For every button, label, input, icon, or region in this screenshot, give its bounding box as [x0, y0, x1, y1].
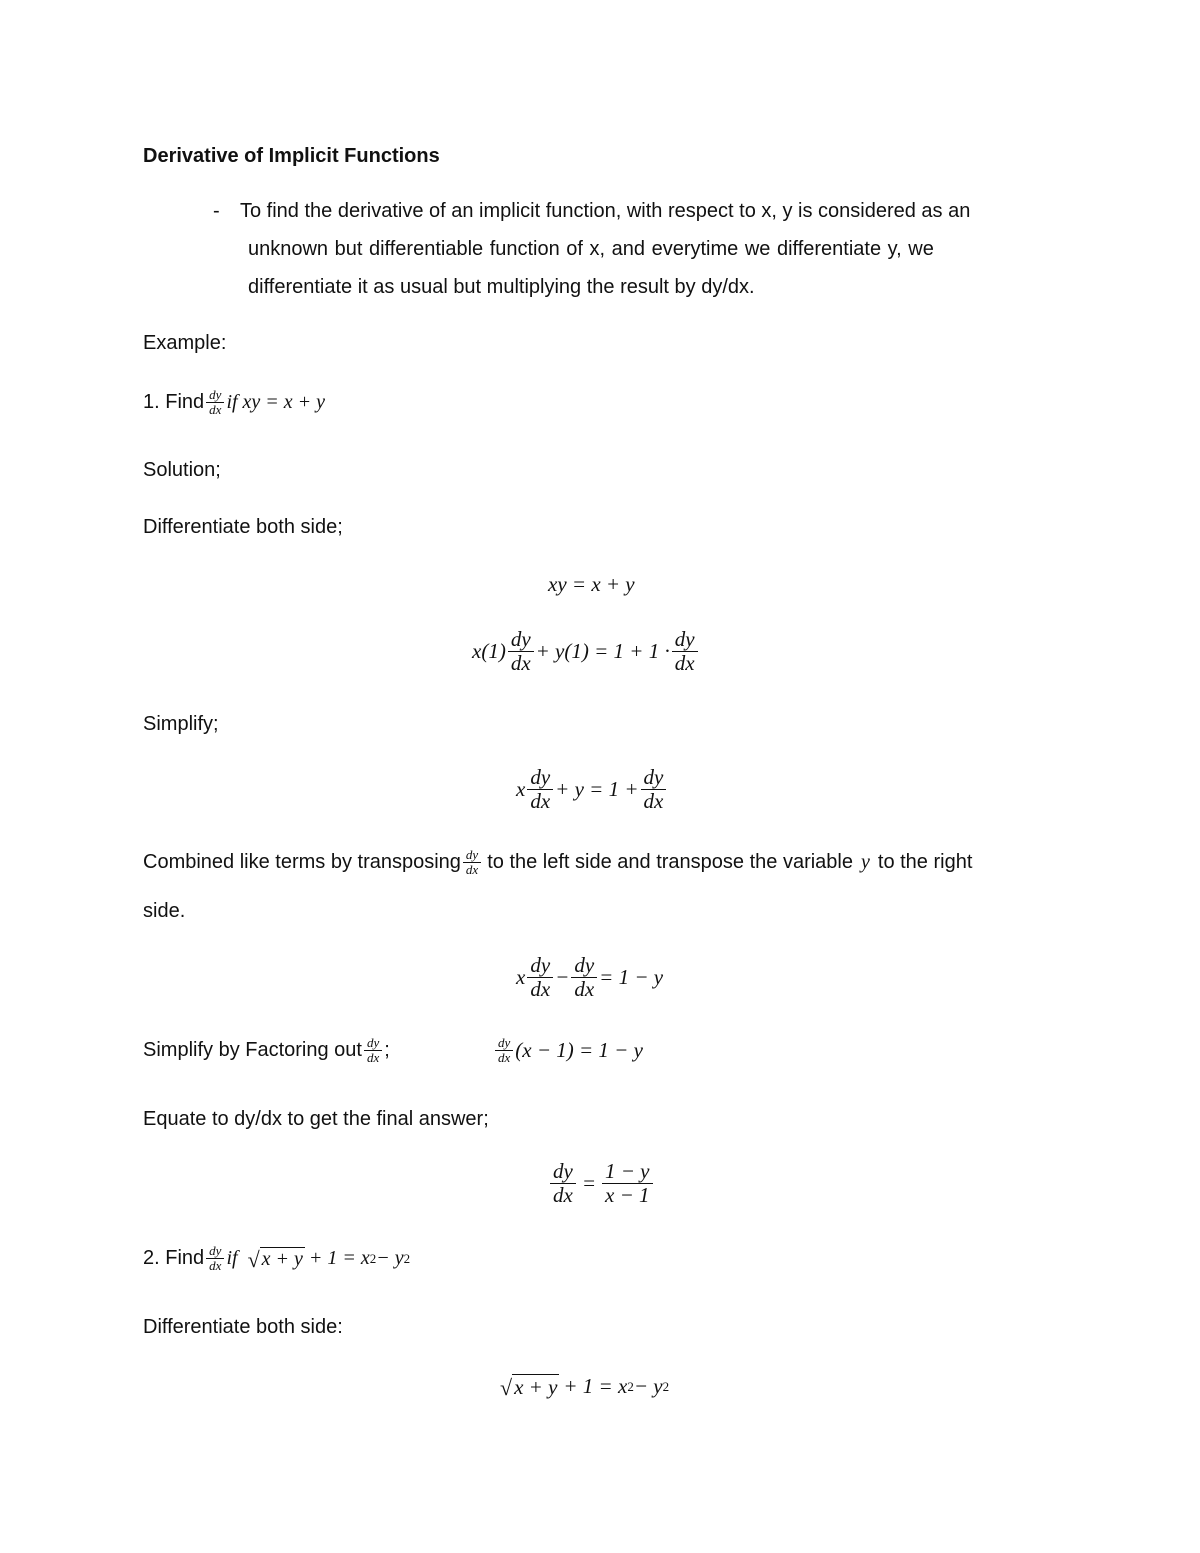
dy-dx-fraction: [495, 1036, 513, 1066]
combine-text-c: to the right: [877, 851, 973, 874]
fraction-denominator: dx: [527, 789, 553, 813]
sqrt-symbol: √: [500, 1375, 513, 1401]
fraction-numerator: dy: [643, 765, 664, 789]
dy-dx-fraction: [206, 388, 224, 418]
dy-dx-fraction: [508, 628, 534, 675]
fraction-numerator: dy: [530, 765, 551, 789]
bullet-dash: -: [213, 200, 220, 222]
eq-minus-y: − y: [633, 1374, 663, 1399]
example-label: Example:: [143, 332, 227, 354]
fraction-denominator: x − 1: [602, 1183, 653, 1207]
factor-line: [143, 1036, 390, 1066]
sqrt-argument: x + y: [514, 1375, 558, 1399]
fraction-denominator: dx: [672, 651, 698, 675]
intro-line-3: differentiate it as usual but multiplying the result by dy/dx.: [248, 276, 755, 298]
dy-dx-fraction: [206, 1244, 224, 1274]
fraction-numerator: dy: [674, 627, 695, 651]
exponent: 2: [627, 1378, 634, 1394]
dy-dx-fraction: [364, 1036, 382, 1066]
eq4-rhs: = 1 − y: [599, 965, 664, 990]
eq-minus-y: − y: [376, 1247, 404, 1270]
fraction-numerator: dy: [366, 1035, 380, 1050]
final-equals: =: [581, 1171, 596, 1196]
fraction-numerator: dy: [553, 1159, 573, 1183]
example-1-prompt: [143, 388, 325, 418]
fraction-denominator: dx: [364, 1050, 382, 1065]
combine-line-1: [143, 848, 972, 878]
exponent: 2: [403, 1250, 411, 1266]
sqrt-expression: [500, 1374, 559, 1399]
fraction-denominator: dx: [206, 402, 224, 417]
eq-rest: + 1 = x: [308, 1247, 370, 1270]
example-2-if: if: [226, 1247, 238, 1270]
fraction-numerator: dy: [530, 953, 551, 977]
sqrt-expression: [248, 1247, 305, 1271]
example-2-equation: [248, 1247, 411, 1271]
fraction-denominator: dx: [463, 862, 481, 877]
dy-dx-fraction: [571, 954, 597, 1001]
eq4-minus: −: [555, 965, 570, 990]
differentiate-both-side-2: Differentiate both side:: [143, 1316, 343, 1338]
equation-2: [472, 628, 700, 675]
example-1-find: 1. Find: [143, 391, 205, 414]
fraction-denominator: dx: [550, 1183, 576, 1207]
eq-rest: + 1 = x: [563, 1374, 628, 1399]
fraction-numerator: dy: [209, 1243, 222, 1258]
fraction-denominator: dx: [206, 1258, 224, 1273]
exponent: 2: [369, 1250, 377, 1266]
example-2-prompt: [143, 1244, 410, 1274]
fraction-numerator: 1 − y: [605, 1159, 650, 1183]
factor-equation: [493, 1036, 643, 1066]
dy-dx-fraction: [527, 766, 553, 813]
fraction-denominator: dx: [495, 1050, 513, 1065]
factor-rhs: (x − 1) = 1 − y: [515, 1038, 643, 1063]
sqrt-argument: x + y: [261, 1247, 303, 1270]
dy-dx-fraction: [672, 628, 698, 675]
simplify-label: Simplify;: [143, 713, 219, 735]
exponent: 2: [662, 1378, 670, 1394]
fraction-denominator: dx: [641, 789, 667, 813]
intro-line-1: To find the derivative of an implicit function, with respect to x, y is considered as an: [240, 200, 971, 222]
page-title: Derivative of Implicit Functions: [143, 145, 440, 167]
combine-line-2: side.: [143, 900, 186, 922]
fraction-numerator: dy: [209, 387, 222, 402]
final-answer: [548, 1160, 655, 1207]
equation-4: [516, 954, 663, 1001]
answer-fraction: [602, 1160, 653, 1207]
equation-3: [516, 766, 668, 813]
factor-label: Simplify by Factoring out: [143, 1039, 362, 1062]
combine-text-b: to the left side and transpose the variable: [487, 851, 853, 874]
eq2-mid: + y(1) = 1 + 1 ·: [535, 639, 670, 664]
dy-dx-fraction: [463, 848, 481, 878]
example-1-condition: if xy = x + y: [226, 391, 326, 414]
fraction-numerator: dy: [498, 1035, 511, 1050]
intro-line-2: unknown but differentiable function of x, and everytime we differentiate y, we: [248, 238, 934, 260]
dy-dx-fraction: [527, 954, 553, 1001]
eq4-x: x: [516, 965, 526, 990]
differentiate-both-side-1: Differentiate both side;: [143, 516, 343, 538]
fraction-numerator: dy: [465, 847, 479, 862]
fraction-denominator: dx: [527, 977, 553, 1001]
eq3-x: x: [516, 777, 526, 802]
example-2-find: 2. Find: [143, 1247, 205, 1270]
equation-1: xy = x + y: [548, 572, 635, 596]
dy-dx-fraction: [641, 766, 667, 813]
solution-label: Solution;: [143, 459, 221, 481]
sqrt-symbol: √: [247, 1246, 260, 1272]
combine-text-a: Combined like terms by transposing: [143, 851, 461, 874]
eq2-x1: x(1): [472, 639, 506, 664]
factor-semicolon: ;: [384, 1039, 390, 1062]
example-2-equation-centered: [500, 1374, 669, 1399]
fraction-denominator: dx: [508, 651, 534, 675]
dy-dx-fraction: [550, 1160, 576, 1207]
equate-label: Equate to dy/dx to get the final answer;: [143, 1108, 489, 1130]
combine-var-y: y: [861, 851, 870, 874]
fraction-denominator: dx: [571, 977, 597, 1001]
fraction-numerator: dy: [510, 627, 531, 651]
eq3-mid: + y = 1 +: [555, 777, 639, 802]
fraction-numerator: dy: [574, 953, 595, 977]
